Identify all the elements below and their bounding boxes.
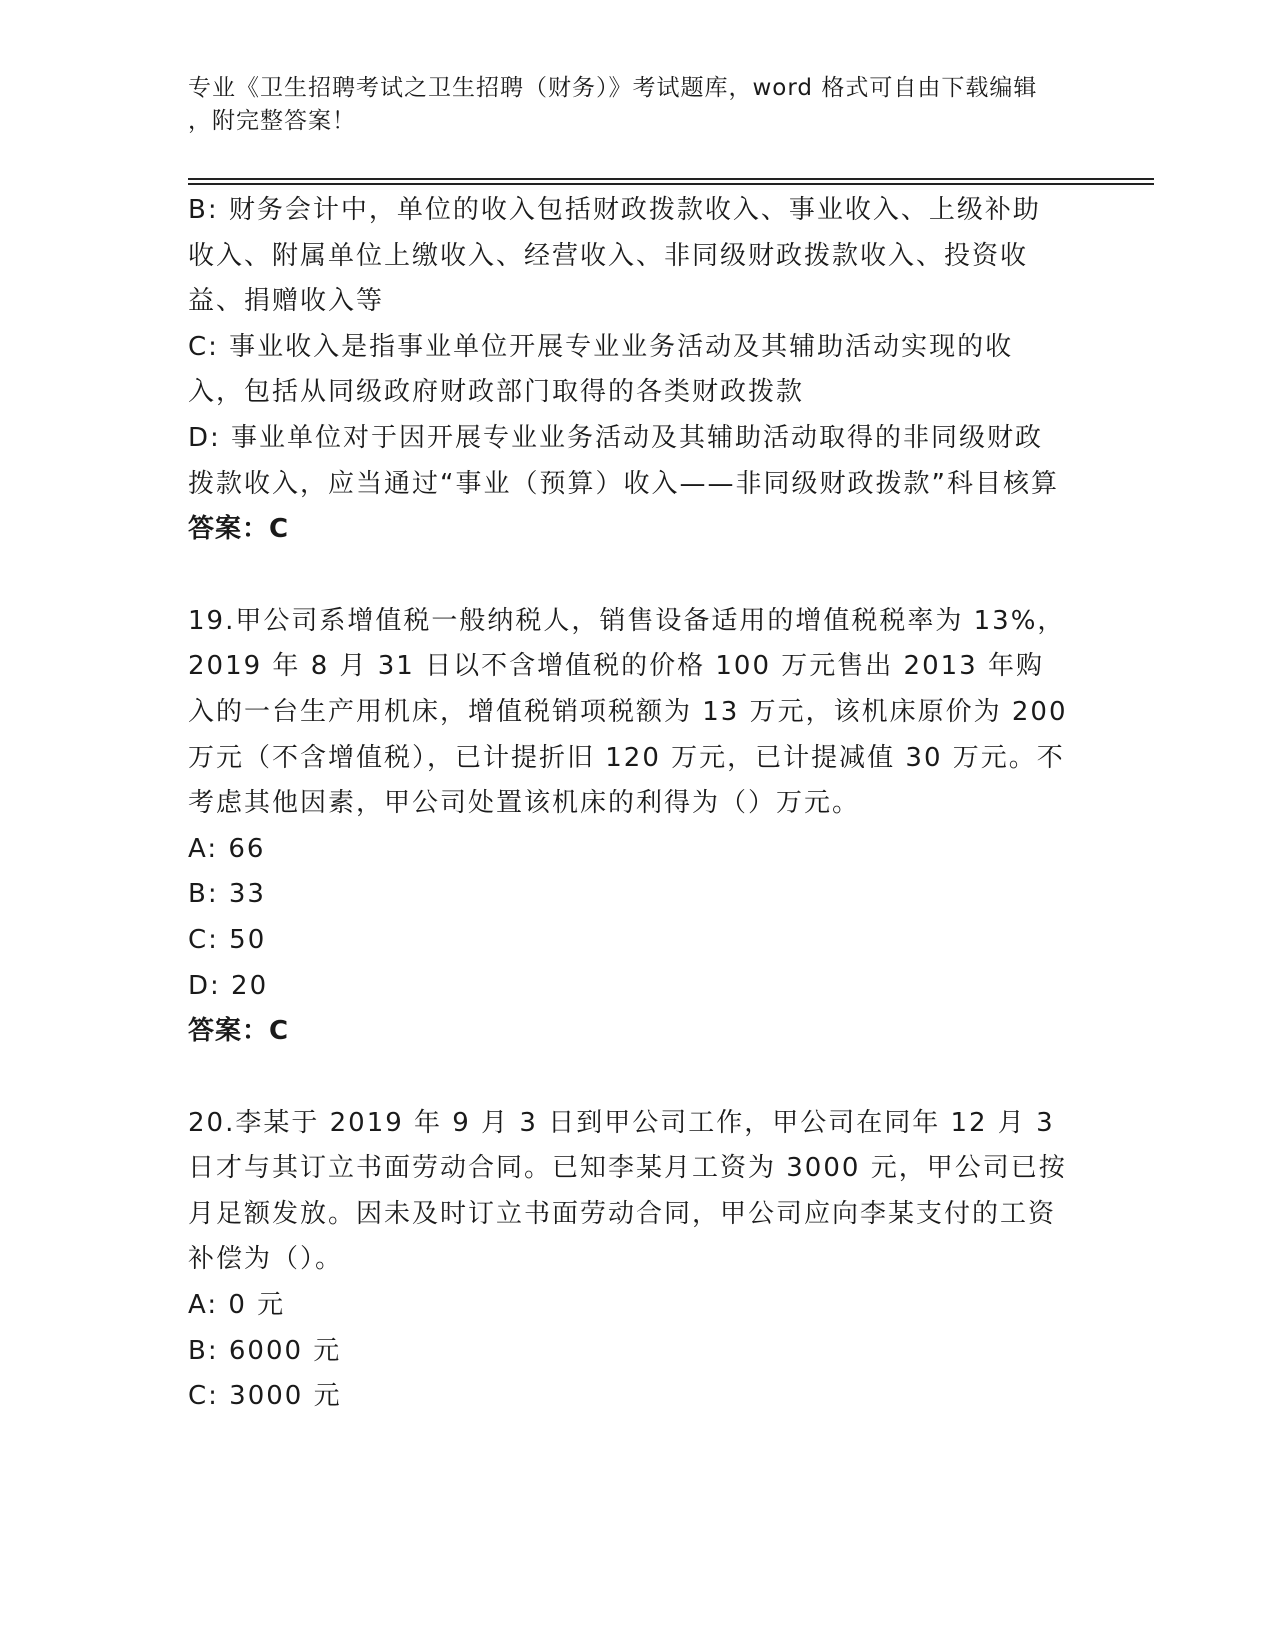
q19-option-d: D: 20 [188,970,269,1001]
q20-option-c: C: 3000 元 [188,1381,342,1412]
q18-option-c: C: 事业收入是指事业单位开展专业业务活动及其辅助活动实现的收入，包括从同级政府财政部门取得的各类财政拨款 [188,331,1014,408]
q19-stem: 19.甲公司系增值税一般纳税人，销售设备适用的增值税税率为 13%，2019 年 8 月 31 日以不含增值税的价格 100 万元售出 2013 年购入的一台生产用机床，增值税销项税额为 13 万元，该机床原价为 200 万元（不含增值税），已计提折旧 120 万元，已计提减值 30 万元。不考虑其他因素，甲公司处置该机床的利得为（）万元。 [188,605,1068,819]
question-20 [188,1101,1068,1420]
q20-option-a: A: 0 元 [188,1290,286,1321]
q20-option-b: B: 6000 元 [188,1335,342,1366]
header-divider-top [188,178,1154,180]
q19-option-a: A: 66 [188,833,266,864]
header-line-2: ，附完整答案！ [188,108,356,134]
question-content [188,188,1068,1420]
q18-option-d: D: 事业单位对于因开展专业业务活动及其辅助活动取得的非同级财政拨款收入，应当通过“事业（预算）收入——非同级财政拨款”科目核算 [188,422,1059,499]
header-divider-bottom [188,183,1154,185]
q18-answer: 答案：C [188,514,290,545]
question-18-tail [188,188,1068,553]
q19-option-c: C: 50 [188,924,267,955]
header-line-1: 专业《卫生招聘考试之卫生招聘（财务）》考试题库，word 格式可自由下载编辑 [188,75,1038,101]
spacer [188,1055,1068,1101]
q18-option-b: B: 财务会计中，单位的收入包括财政拨款收入、事业收入、上级补助收入、附属单位上缴收入、经营收入、非同级财政拨款收入、投资收益、捐赠收入等 [188,195,1041,317]
q19-option-b: B: 33 [188,879,266,910]
document-header [188,72,1068,138]
question-19 [188,599,1068,1055]
spacer [188,553,1068,599]
q20-stem: 20.李某于 2019 年 9 月 3 日到甲公司工作，甲公司在同年 12 月 3 日才与其订立书面劳动合同。已知李某月工资为 3000 元，甲公司已按月足额发放。因未及时订立书面劳动合同，甲公司应向李某支付的工资补偿为（）。 [188,1107,1067,1275]
q19-answer: 答案：C [188,1016,290,1047]
